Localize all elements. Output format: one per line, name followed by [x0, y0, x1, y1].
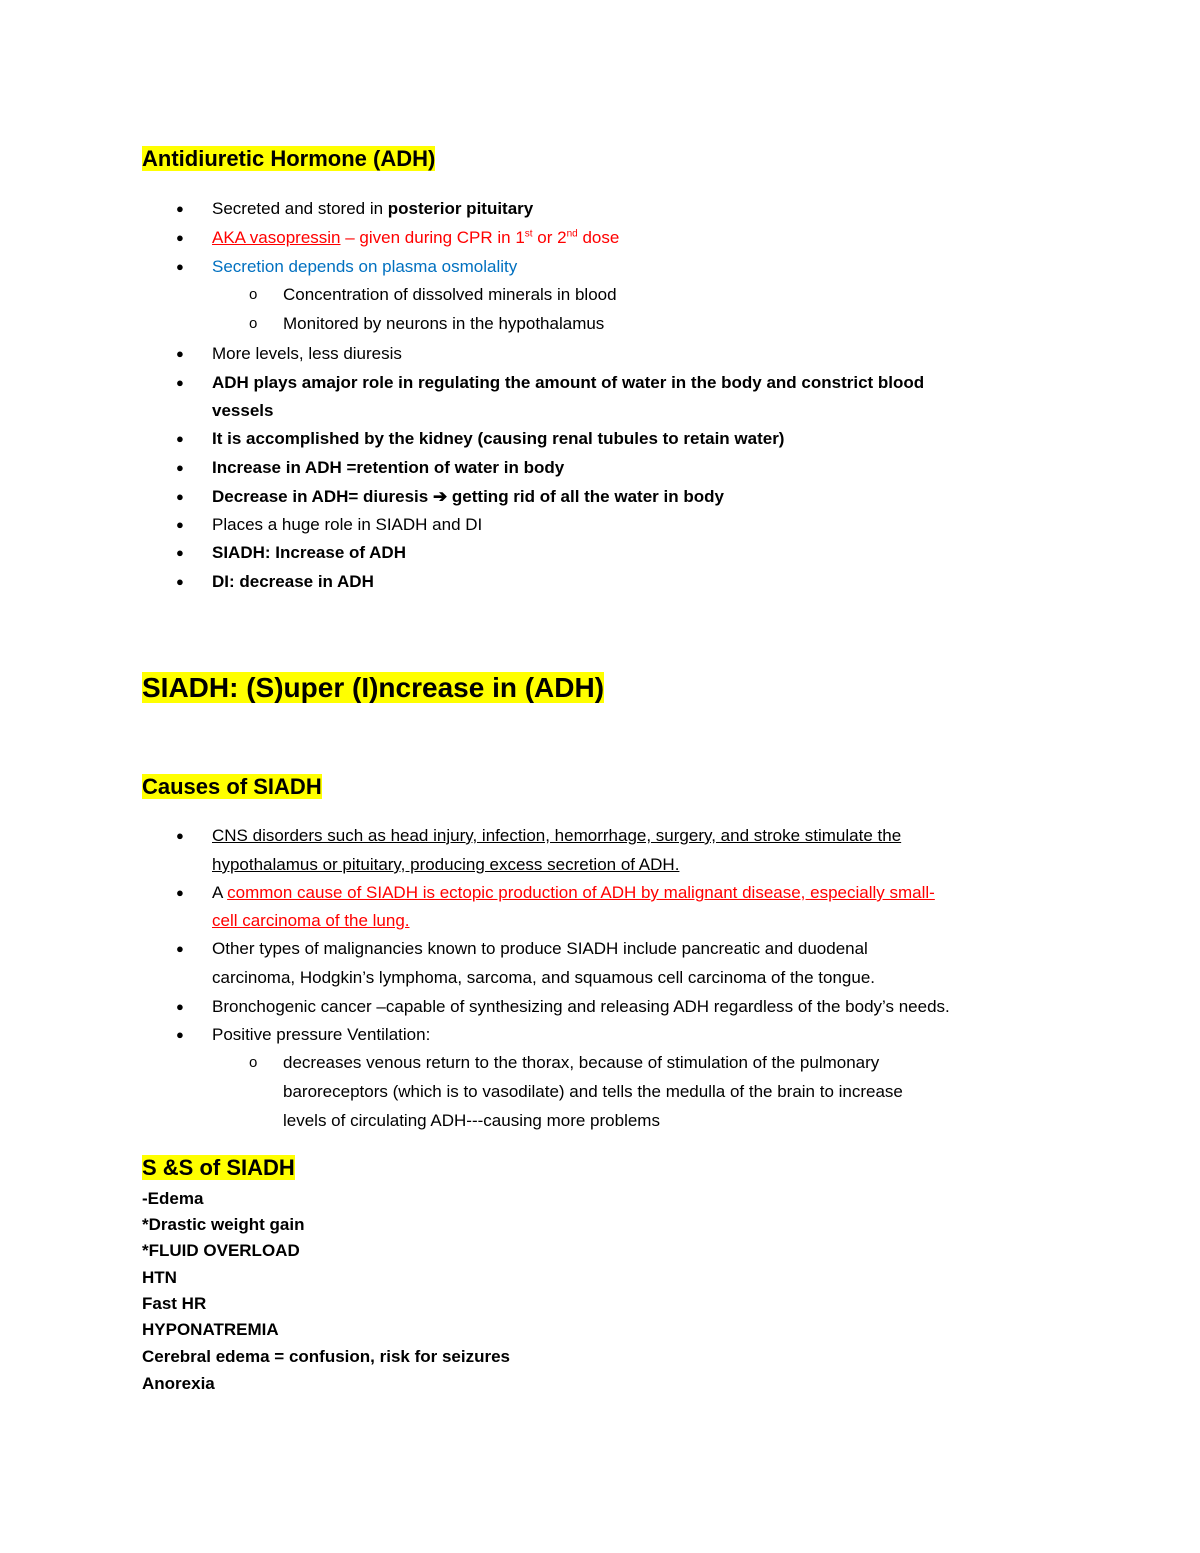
- list-item: [212, 224, 619, 253]
- item-text: getting rid of all the water in body: [447, 487, 724, 506]
- symptom-line: Cerebral edema = confusion, risk for seizures: [142, 1347, 510, 1366]
- bullet-icon: ●: [176, 431, 184, 446]
- sub-bullet-icon: o: [249, 315, 258, 332]
- list-item: Increase in ADH =retention of water in body: [212, 458, 565, 477]
- title-siadh-text: SIADH: (S)uper (I)ncrease in (ADH): [142, 672, 605, 703]
- item-bold-text: posterior pituitary: [387, 199, 534, 218]
- list-item: CNS disorders such as head injury, infection, hemorrhage, surgery, and stroke stimulate the: [212, 826, 902, 845]
- list-item: Places a huge role in SIADH and DI: [212, 515, 483, 534]
- symptom-line: HYPONATREMIA: [142, 1320, 279, 1339]
- symptom-line: HTN: [142, 1268, 177, 1287]
- heading-signs-symptoms: [142, 1155, 295, 1181]
- sub-bullet-icon: o: [249, 1054, 258, 1071]
- list-item-continuation: carcinoma, Hodgkin’s lymphoma, sarcoma, and squamous cell carcinoma of the tongue.: [212, 968, 876, 987]
- sub-list-item-continuation: baroreceptors (which is to vasodilate) and tells the medulla of the brain to increase: [283, 1082, 903, 1101]
- item-text: AKA vasopressin: [212, 228, 341, 247]
- sub-bullet-icon: o: [249, 286, 258, 303]
- item-text: A: [212, 883, 228, 902]
- symptom-line: -Edema: [142, 1189, 204, 1208]
- heading-adh: [142, 146, 435, 172]
- bullet-icon: ●: [176, 375, 184, 390]
- item-text: Decrease in ADH= diuresis: [212, 487, 433, 506]
- list-item: ADH plays amajor role in regulating the amount of water in the body and constrict blood: [212, 373, 925, 392]
- list-item: It is accomplished by the kidney (causing renal tubules to retain water): [212, 429, 785, 448]
- sub-list-item-continuation: levels of circulating ADH---causing more problems: [283, 1111, 660, 1130]
- bullet-icon: ●: [176, 1027, 184, 1042]
- heading-adh-text: Antidiuretic Hormone (ADH): [142, 146, 436, 171]
- bullet-icon: ●: [176, 259, 184, 274]
- symptom-line: Anorexia: [142, 1374, 215, 1393]
- arrow-right-icon: ➔: [432, 487, 448, 506]
- item-text: – given during CPR in 1: [340, 228, 525, 247]
- bullet-icon: ●: [176, 517, 184, 532]
- list-item-continuation: vessels: [212, 401, 274, 420]
- bullet-icon: ●: [176, 460, 184, 475]
- bullet-icon: ●: [176, 230, 184, 245]
- list-item: Bronchogenic cancer –capable of synthesizing and releasing ADH regardless of the body’s needs.: [212, 997, 950, 1016]
- sub-list-item: Monitored by neurons in the hypothalamus: [283, 314, 605, 333]
- heading-signs-symptoms-text: S &S of SIADH: [142, 1155, 295, 1180]
- superscript: st: [524, 228, 533, 240]
- list-item-continuation: cell carcinoma of the lung.: [212, 911, 410, 930]
- symptom-line: *Drastic weight gain: [142, 1215, 305, 1234]
- bullet-icon: ●: [176, 828, 184, 843]
- bullet-icon: ●: [176, 999, 184, 1014]
- list-item-continuation: hypothalamus or pituitary, producing excess secretion of ADH.: [212, 855, 680, 874]
- bullet-icon: ●: [176, 201, 184, 216]
- list-item: Secretion depends on plasma osmolality: [212, 257, 518, 276]
- item-text: common cause of SIADH is ectopic production of ADH by malignant disease, especially small-: [227, 883, 935, 902]
- list-item: [212, 195, 533, 224]
- sub-list-item: Concentration of dissolved minerals in blood: [283, 285, 617, 304]
- bullet-icon: ●: [176, 574, 184, 589]
- list-item: [212, 879, 935, 908]
- item-text: Secreted and stored in: [212, 199, 388, 218]
- title-siadh: [142, 672, 604, 704]
- list-item: More levels, less diuresis: [212, 344, 402, 363]
- heading-causes: [142, 774, 322, 800]
- heading-causes-text: Causes of SIADH: [142, 774, 322, 799]
- bullet-icon: ●: [176, 885, 184, 900]
- item-text: or 2: [532, 228, 567, 247]
- bullet-icon: ●: [176, 346, 184, 361]
- symptom-line: *FLUID OVERLOAD: [142, 1241, 300, 1260]
- superscript: nd: [566, 228, 578, 240]
- list-item: DI: decrease in ADH: [212, 572, 374, 591]
- bullet-icon: ●: [176, 489, 184, 504]
- list-item: [212, 483, 724, 512]
- list-item: Other types of malignancies known to produce SIADH include pancreatic and duodenal: [212, 939, 868, 958]
- list-item: SIADH: Increase of ADH: [212, 543, 406, 562]
- list-item: Positive pressure Ventilation:: [212, 1025, 431, 1044]
- sub-list-item: decreases venous return to the thorax, because of stimulation of the pulmonary: [283, 1053, 880, 1072]
- item-text: dose: [577, 228, 620, 247]
- bullet-icon: ●: [176, 941, 184, 956]
- bullet-icon: ●: [176, 545, 184, 560]
- symptom-line: Fast HR: [142, 1294, 207, 1313]
